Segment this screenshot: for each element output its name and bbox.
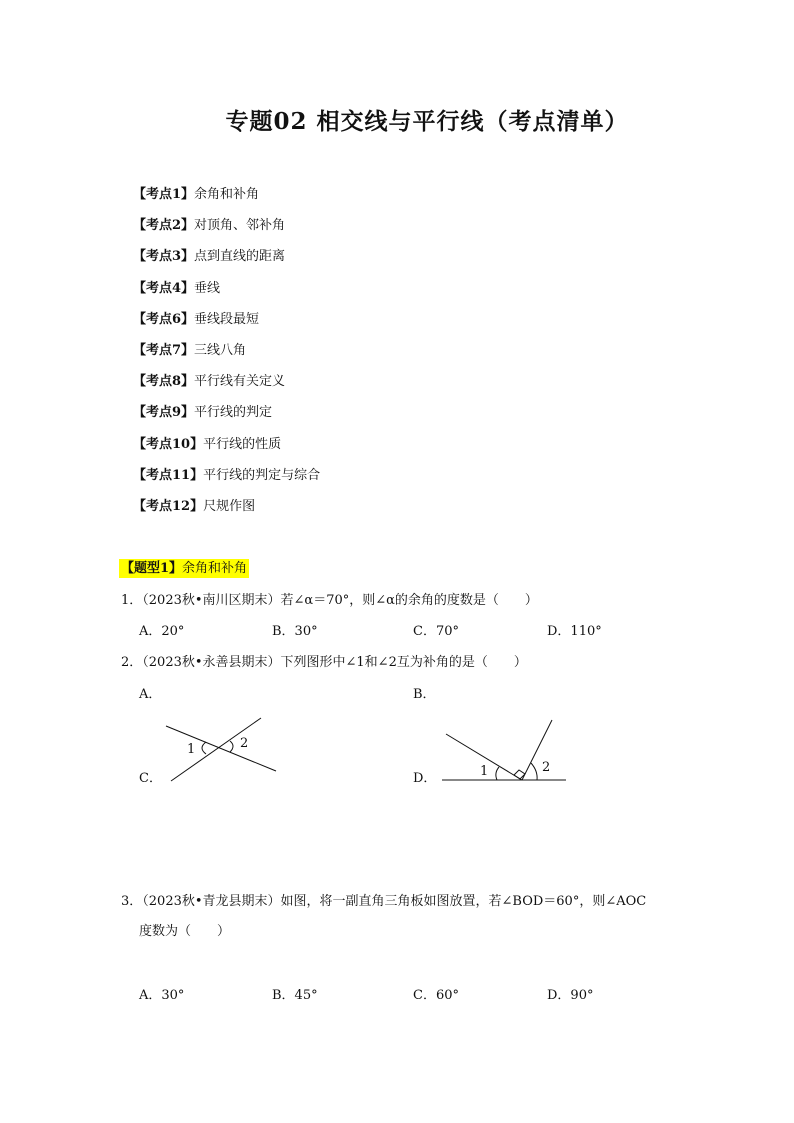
q3-option-c: C．60° (413, 988, 459, 1003)
question-3-stem-continued: 度数为（ ） (139, 924, 231, 939)
topic-text: 对顶角、邻补角 (194, 218, 286, 234)
q2-option-c: C． (139, 771, 162, 786)
topic-item (133, 310, 320, 341)
section-tag: 【题型1】 (121, 561, 183, 576)
angle-2-label: 2 (542, 760, 551, 775)
q2-option-a: A． (139, 687, 162, 702)
topic-item (133, 466, 320, 497)
topic-text: 余角和补角 (194, 187, 260, 202)
topic-tag: 【考点8】 (133, 374, 195, 390)
topic-text: 尺规作图 (203, 498, 256, 514)
topic-text: 垂线 (194, 280, 221, 296)
topic-item (133, 185, 320, 216)
line-1 (166, 726, 276, 771)
page-title: 专题02 相交线与平行线（考点清单） (225, 108, 629, 135)
topic-text: 平行线的判定 (194, 405, 273, 421)
angle-1-label: 1 (187, 742, 196, 757)
topic-list (133, 185, 320, 528)
q1-option-b: B．30° (272, 624, 318, 639)
question-1-stem: 1．（2023秋•南川区期末）若∠α＝70°，则∠α的余角的度数是（ ） (121, 593, 538, 608)
q3-option-a: A．30° (139, 988, 185, 1003)
section-heading (119, 559, 249, 578)
topic-item (133, 247, 320, 278)
topic-item (133, 497, 320, 528)
angle-2-arc (531, 763, 537, 780)
figure-d-angles-on-line (440, 716, 570, 786)
topic-item (133, 216, 320, 247)
topic-tag: 【考点1】 (133, 187, 195, 202)
topic-tag: 【考点12】 (133, 498, 204, 514)
topic-item (133, 372, 320, 403)
topic-tag: 【考点2】 (133, 218, 195, 234)
q3-option-d: D．90° (547, 988, 594, 1003)
figure-c-intersecting-lines (160, 712, 280, 784)
topic-text: 平行线的判定与综合 (203, 467, 321, 483)
q1-option-d: D．110° (547, 624, 602, 639)
topic-tag: 【考点3】 (133, 249, 195, 265)
topic-item (133, 435, 320, 466)
topic-tag: 【考点7】 (133, 342, 195, 358)
angle-2-arc (230, 741, 233, 752)
topic-text: 三线八角 (194, 342, 247, 358)
angle-1-label: 1 (480, 764, 489, 779)
topic-tag: 【考点9】 (133, 405, 195, 421)
q1-option-a: A．20° (139, 624, 185, 639)
q1-option-c: C．70° (413, 624, 459, 639)
topic-text: 点到直线的距离 (194, 249, 286, 265)
question-3-stem: 3．（2023秋•青龙县期末）如图，将一副直角三角板如图放置，若∠BOD＝60°，则∠AOC (121, 894, 647, 909)
topic-item (133, 403, 320, 434)
q2-option-b: B． (413, 687, 436, 702)
topic-tag: 【考点11】 (133, 467, 204, 483)
topic-tag: 【考点6】 (133, 311, 195, 327)
section-text: 余角和补角 (182, 561, 248, 576)
topic-text: 平行线有关定义 (194, 374, 286, 390)
topic-tag: 【考点10】 (133, 436, 204, 452)
topic-text: 平行线的性质 (203, 436, 282, 452)
question-2-stem: 2．（2023秋•永善县期末）下列图形中∠1和∠2互为补角的是（ ） (121, 655, 527, 670)
topic-text: 垂线段最短 (194, 311, 260, 327)
angle-1-arc (496, 767, 499, 780)
q2-option-d: D． (413, 771, 437, 786)
q3-option-b: B．45° (272, 988, 318, 1003)
topic-tag: 【考点4】 (133, 280, 195, 296)
topic-item (133, 341, 320, 372)
angle-2-label: 2 (240, 736, 249, 751)
topic-item (133, 279, 320, 310)
angle-1-arc (202, 742, 206, 754)
